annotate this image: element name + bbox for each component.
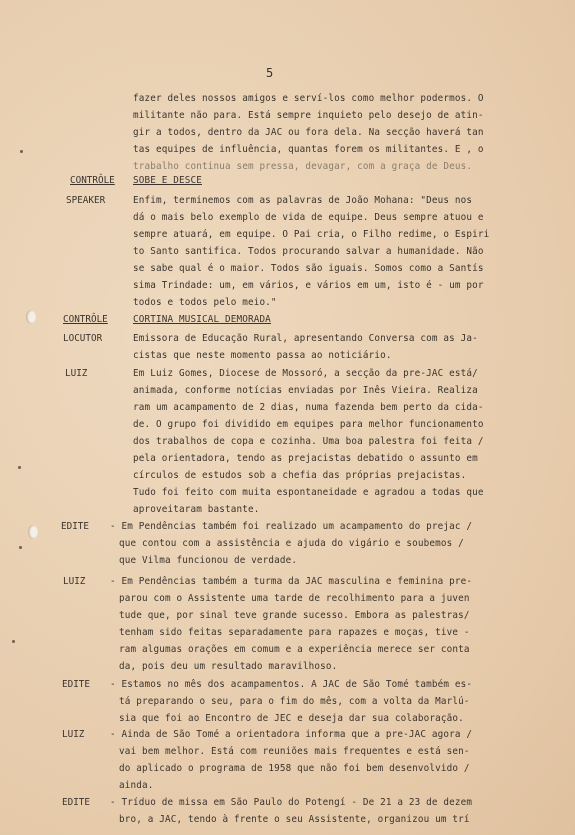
text-line: fazer deles nossos amigos e serví-los como melhor podermos. O: [133, 93, 484, 104]
text-line: de. O grupo foi dividido em equipes para melhor funcionamento: [133, 419, 484, 430]
margin-mark: [12, 640, 15, 643]
text-line: - Tríduo de missa em São Paulo do Potengí - De 21 a 23 de dezem: [110, 797, 473, 808]
text-line: vai bem melhor. Está com reuniões mais frequentes e está sen-: [119, 746, 470, 757]
speaker-label: LUIZ: [65, 368, 88, 379]
margin-mark: [18, 466, 21, 469]
punch-hole: [28, 525, 38, 539]
text-line: dá o mais belo exemplo de vida de equipe. Deus sempre atuou e: [133, 212, 484, 223]
speaker-label: CONTRÔLE: [70, 175, 115, 186]
text-line: parou com o Assistente uma tarde de recolhimento para a juven: [119, 593, 470, 604]
text-line: militante não para. Está sempre inquieto pelo desejo de atin-: [133, 110, 484, 121]
text-line: bro, a JAC, tendo à frente o seu Assistente, organizou um trí: [119, 814, 470, 825]
text-line: pela orientadora, tendo as prejacistas debatido o assunto em: [133, 453, 478, 464]
text-line: aproveitaram bastante.: [133, 504, 260, 515]
text-line: CORTINA MUSICAL DEMORADA: [133, 314, 271, 325]
text-line: - Em Pendências também foi realizado um acampamento do prejac /: [110, 521, 473, 532]
text-line: Emissora de Educação Rural, apresentando Conversa com as Ja-: [133, 333, 478, 344]
punch-hole: [26, 310, 36, 324]
text-line: ram algumas orações em comum e a experiência merece ser conta: [119, 644, 470, 655]
speaker-label: CONTRÔLE: [63, 314, 108, 325]
text-line: cistas que neste momento passa ao noticiário.: [133, 350, 392, 361]
text-line: - Ainda de São Tomé a orientadora informa que a pre-JAC agora /: [110, 729, 473, 740]
speaker-label: LUIZ: [63, 576, 86, 587]
text-line: que Vilma funcionou de verdade.: [119, 555, 298, 566]
speaker-label: LOCUTOR: [63, 333, 103, 344]
text-line: SOBE E DESCE: [133, 175, 202, 186]
text-line: se sabe qual é o maior. Todos são iguais. Somos como a Santís: [133, 263, 484, 274]
page-number: 5: [266, 66, 274, 80]
text-line: trabalho continua sem pressa, devagar, com a graça de Deus.: [133, 161, 473, 172]
margin-mark: [20, 150, 23, 153]
text-line: sima Trindade: um, em vários, e vários em um, isto é - um por: [133, 280, 484, 291]
text-line: ram um acampamento de 2 dias, numa fazenda bem perto da cida-: [133, 402, 484, 413]
text-line: sia que foi ao Encontro de JEC e deseja dar sua colaboração.: [119, 713, 464, 724]
text-line: da, pois deu um resultado maravilhoso.: [119, 661, 338, 672]
text-line: do aplicado o programa de 1958 que não foi bem desenvolvido /: [119, 763, 470, 774]
text-line: que contou com a assistência e ajuda do vigário e soubemos /: [119, 538, 464, 549]
text-line: todos e todos pelo meio.": [133, 297, 277, 308]
margin-mark: [19, 546, 22, 549]
text-line: animada, conforme notícias enviadas por Inês Vieira. Realiza: [133, 385, 478, 396]
text-line: to Santo santifica. Todos procurando salvar a humanidade. Não: [133, 246, 484, 257]
text-line: dos trabalhos de copa e cozinha. Uma boa palestra foi feita /: [133, 436, 484, 447]
speaker-label: LUIZ: [62, 729, 85, 740]
text-line: círculos de estudos sob a chefia das próprias prejacistas.: [133, 470, 467, 481]
text-line: sempre atuará, em equipe. O Pai cria, o Filho redime, o Espiri: [133, 229, 490, 240]
text-line: Enfim, terminemos com as palavras de João Mohana: "Deus nos: [133, 195, 473, 206]
text-line: tas equipes de influência, quantas forem os militantes. E , o: [133, 144, 484, 155]
speaker-label: EDITE: [62, 679, 90, 690]
text-line: tude que, por sinal teve grande sucesso. Embora as palestras/: [119, 610, 470, 621]
text-line: Tudo foi feito com muita espontaneidade e agradou a todas que: [133, 487, 484, 498]
speaker-label: EDITE: [62, 797, 90, 808]
text-line: Em Luiz Gomes, Diocese de Mossoró, a secção da pre-JAC está/: [133, 368, 478, 379]
speaker-label: SPEAKER: [66, 195, 106, 206]
text-line: tenham sido feitas separadamente para rapazes e moças, tive -: [119, 627, 470, 638]
text-line: - Estamos no mês dos acampamentos. A JAC de São Tomé também es-: [110, 679, 473, 690]
text-line: ainda.: [119, 780, 154, 791]
speaker-label: EDITE: [61, 521, 89, 532]
text-line: tá preparando o seu, para o fim do mês, com a volta da Marlú-: [119, 696, 470, 707]
text-line: - Em Pendências também a turma da JAC masculina e feminina pre-: [110, 576, 473, 587]
text-line: gir a todos, dentro da JAC ou fora dela. Na secção haverá tan: [133, 127, 484, 138]
